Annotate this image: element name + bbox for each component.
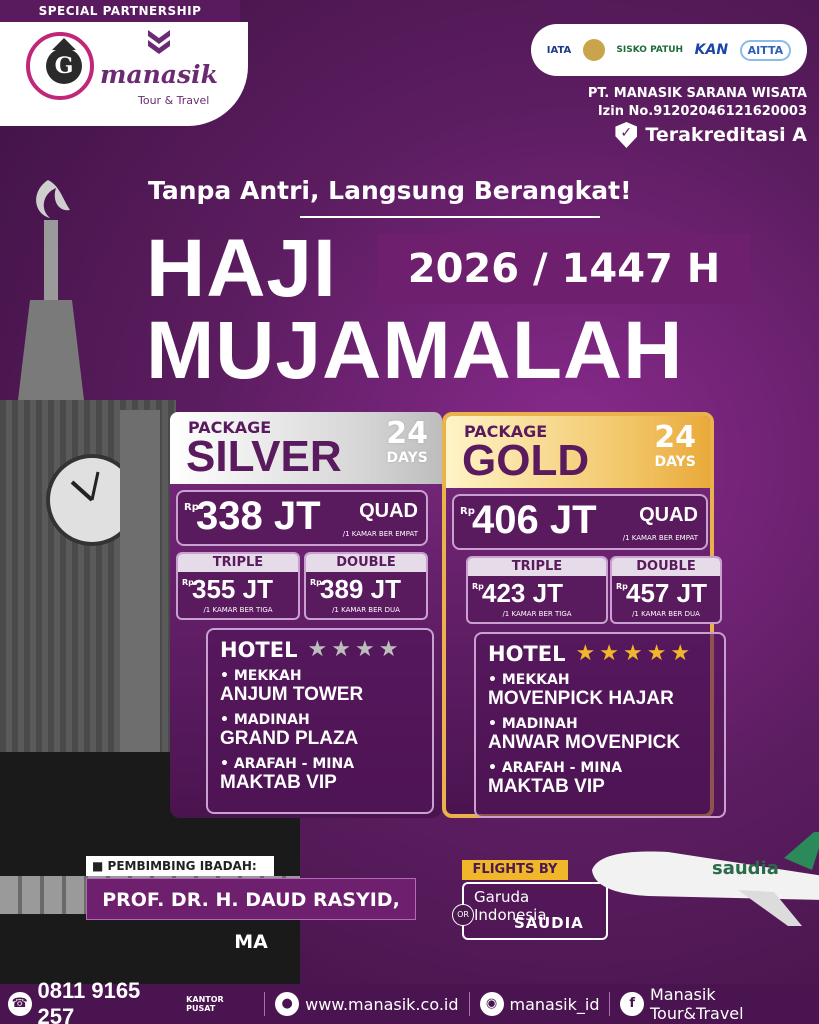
hotel-title (220, 638, 420, 662)
shield-check-icon (615, 122, 637, 148)
currency-label: Rp (472, 582, 484, 591)
iata-logo: IATA (546, 44, 572, 56)
double-price-box (304, 552, 428, 620)
phone-number: 0811 9165 257 (37, 978, 141, 1024)
airline-logos (462, 882, 608, 940)
quad-note: /1 KAMAR BER EMPAT (342, 530, 418, 538)
aitta-logo: AITTA (740, 40, 792, 61)
days-label: DAYS (654, 454, 696, 470)
headline-mujamalah: MUJAMALAH (146, 305, 684, 396)
triple-price: 355 JT (192, 574, 273, 604)
footer-phone[interactable] (8, 978, 254, 1024)
hotel-arafah-mina: MAKTAB VIP (488, 776, 605, 797)
g-logo (26, 32, 94, 100)
package-card-gold (442, 412, 714, 818)
accreditation-logos (531, 24, 807, 76)
footer-instagram[interactable] (480, 992, 600, 1016)
mentor-label (86, 856, 274, 876)
double-header: DOUBLE (612, 558, 720, 576)
hotel-label: HOTEL (488, 642, 566, 666)
package-duration (386, 418, 428, 466)
garuda-logo: Garuda Indonesia (474, 888, 547, 924)
triple-price-box (466, 556, 608, 624)
facebook-icon: f (620, 992, 644, 1016)
license-number: Izin No.91202046121620003 (597, 104, 807, 119)
person-icon: ■ (92, 859, 104, 873)
star-icon: ★ (575, 641, 596, 666)
star-icon: ★ (354, 637, 375, 662)
saudia-logo: SAUDIA (514, 914, 584, 932)
city-arafah-mina: • ARAFAH - MINA (488, 760, 623, 776)
currency-label: Rp (616, 582, 628, 591)
days-number: 24 (654, 420, 696, 455)
star-icon: ★ (622, 641, 643, 666)
headline-haji: HAJI (146, 223, 337, 314)
hotel-box (206, 628, 434, 814)
mentor-name: PROF. DR. H. DAUD RASYID, MA (86, 878, 416, 920)
double-note: /1 KAMAR BER DUA (632, 610, 700, 618)
star-rating (575, 643, 690, 665)
accreditation-text: Terakreditasi A (645, 124, 807, 146)
star-icon: ★ (378, 637, 399, 662)
quad-label: QUAD (639, 504, 698, 526)
tagline-underline (300, 216, 600, 218)
days-label: DAYS (386, 450, 428, 466)
flights-label: FLIGHTS BY (462, 860, 568, 880)
triple-note: /1 KAMAR BER TIGA (203, 606, 273, 614)
city-arafah-mina: • ARAFAH - MINA (220, 756, 355, 772)
triple-price: 423 JT (482, 578, 563, 608)
hotel-madinah: ANWAR MOVENPICK (488, 732, 681, 753)
quad-price: 338 JT (196, 494, 321, 538)
quad-label: QUAD (359, 500, 418, 522)
instagram-icon: ◉ (480, 992, 504, 1016)
star-icon: ★ (646, 641, 667, 666)
footer-divider (609, 992, 610, 1016)
triple-note: /1 KAMAR BER TIGA (502, 610, 572, 618)
currency-label: Rp (184, 502, 199, 513)
kan-logo: KAN (694, 42, 729, 58)
city-madinah: • MADINAH (488, 716, 578, 732)
year-badge: 2026 / 1447 H (378, 234, 750, 304)
package-header (170, 412, 442, 484)
package-label: PACKAGE (464, 422, 548, 441)
double-price-box (610, 556, 722, 624)
star-rating (307, 639, 398, 661)
package-duration (654, 422, 696, 470)
mentor-label-text: PEMBIMBING IBADAH: (107, 859, 257, 873)
footer-divider (469, 992, 470, 1016)
days-number: 24 (386, 416, 428, 451)
star-icon: ★ (670, 641, 691, 666)
svg-text:saudia: saudia (712, 858, 779, 879)
footer-bar (0, 978, 819, 1024)
g-letter: G (46, 48, 82, 84)
quad-price: 406 JT (472, 498, 597, 542)
hotel-label: HOTEL (220, 638, 298, 662)
city-madinah: • MADINAH (220, 712, 310, 728)
partnership-tag: SPECIAL PARTNERSHIP (0, 0, 240, 22)
hotel-mekkah: MOVENPICK HAJAR (488, 688, 674, 709)
footer-divider (264, 992, 265, 1016)
star-icon: ★ (599, 641, 619, 666)
double-price: 457 JT (626, 578, 707, 608)
city-mekkah: • MEKKAH (488, 672, 570, 688)
saudi-ministry-logo (583, 39, 605, 61)
hotel-madinah: GRAND PLAZA (220, 728, 359, 749)
accreditation-badge (615, 122, 807, 148)
triple-header: TRIPLE (178, 554, 298, 572)
package-label: PACKAGE (188, 418, 272, 437)
brand-name: manasik (100, 60, 218, 89)
hotel-title (488, 642, 712, 666)
partner-logos (0, 22, 248, 126)
instagram-handle: manasik_id (509, 994, 600, 1014)
double-note: /1 KAMAR BER DUA (332, 606, 400, 614)
footer-website[interactable] (275, 992, 458, 1016)
triple-price-box (176, 552, 300, 620)
hotel-box (474, 632, 726, 818)
quad-price-box (176, 490, 428, 546)
triple-header: TRIPLE (468, 558, 606, 576)
globe-icon: ● (275, 992, 299, 1016)
star-icon: ★ (331, 637, 351, 662)
currency-label: Rp (182, 578, 194, 587)
manasik-logo-icon (146, 28, 172, 54)
double-price: 389 JT (320, 574, 401, 604)
facebook-page: Manasik Tour&Travel (649, 985, 744, 1023)
double-header: DOUBLE (306, 554, 426, 572)
currency-label: Rp (460, 506, 475, 517)
package-header (446, 416, 710, 488)
office-label: KANTOR PUSAT (186, 995, 224, 1013)
brand-subtitle: Tour & Travel (138, 94, 210, 107)
package-name: SILVER (186, 432, 342, 481)
hotel-arafah-mina: MAKTAB VIP (220, 772, 337, 793)
sisko-patuh-logo: SISKO PATUH (616, 45, 684, 55)
quad-price-box (452, 494, 708, 550)
airplane-image (588, 830, 819, 940)
company-name: PT. MANASIK SARANA WISATA (587, 86, 807, 101)
city-mekkah: • MEKKAH (220, 668, 302, 684)
or-divider: OR (452, 904, 474, 926)
phone-icon: ☎ (8, 992, 32, 1016)
hotel-mekkah: ANJUM TOWER (220, 684, 364, 705)
website-url: www.manasik.co.id (305, 994, 459, 1014)
tagline: Tanpa Antri, Langsung Berangkat! (148, 176, 632, 205)
quad-note: /1 KAMAR BER EMPAT (622, 534, 698, 542)
footer-facebook[interactable] (620, 985, 811, 1023)
currency-label: Rp (310, 578, 322, 587)
package-card-silver (170, 412, 442, 818)
star-icon: ★ (307, 637, 328, 662)
package-name: GOLD (462, 436, 590, 485)
